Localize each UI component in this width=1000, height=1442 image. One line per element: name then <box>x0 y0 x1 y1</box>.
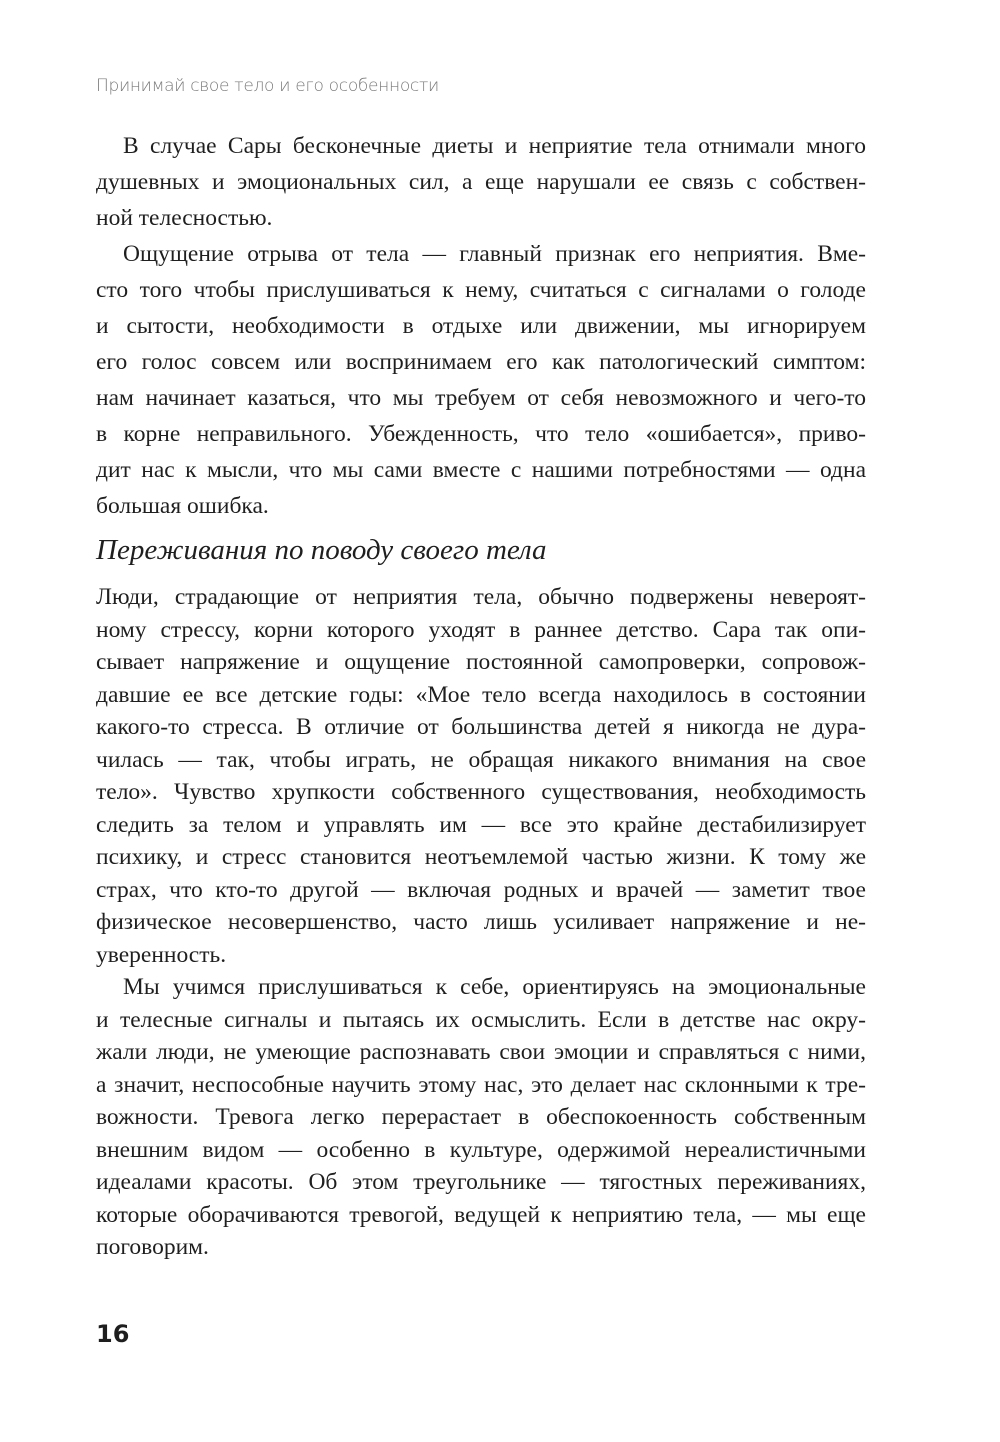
text-line: Мы учимся прислушиваться к себе, ориентируясь на эмоциональные <box>123 974 866 1000</box>
text-line: сто того чтобы прислушиваться к нему, считаться с сигналами о голоде <box>96 277 866 303</box>
text-line: и телесные сигналы и пытаясь их осмыслить. Если в детстве нас окру- <box>96 1006 866 1033</box>
text-line: В случае Сары бесконечные диеты и неприятие тела отнимали много <box>123 133 866 159</box>
running-head: Принимай свое тело и его особенности <box>96 76 439 96</box>
text-line: которые оборачиваются тревогой, ведущей к неприятию тела, — мы еще <box>96 1201 866 1228</box>
text-line: в корне неправильного. Убежденность, что тело «ошибается», приво- <box>96 421 866 447</box>
paragraph <box>96 971 866 1264</box>
text-block-bottom <box>96 581 866 1264</box>
text-line: и сытости, необходимости в отдыхе или движении, мы игнорируем <box>96 313 866 339</box>
text-line: а значит, неспособные научить этому нас, это делает нас склонными к тре- <box>96 1071 866 1098</box>
text-line: какого-то стресса. В отличие от большинства детей я никогда не дура- <box>96 714 866 740</box>
text-line: большая ошибка. <box>96 493 269 519</box>
text-line: давшие ее все детские годы: «Мое тело всегда находилось в состоянии <box>96 681 866 708</box>
paragraph <box>96 236 866 524</box>
text-line: сывает напряжение и ощущение постоянной самопроверки, сопровож- <box>96 649 866 675</box>
text-line: следить за телом и управлять им — все это крайне дестабилизирует <box>96 811 866 838</box>
text-line: внешним видом — особенно в культуре, одержимой нереалистичными <box>96 1136 866 1163</box>
text-line: уверенность. <box>96 941 227 968</box>
text-line: его голос совсем или воспринимаем его как патологический симптом: <box>96 349 866 375</box>
text-line: страх, что кто-то другой — включая родных и врачей — заметит твое <box>96 876 866 903</box>
text-line: жали люди, не умеющие распознавать свои эмоции и справляться с ними, <box>96 1039 866 1065</box>
section-heading: Переживания по поводу своего тела <box>96 534 547 566</box>
text-line: поговорим. <box>96 1234 209 1260</box>
paragraph <box>96 581 866 971</box>
text-line: ному стрессу, корни которого уходят в раннее детство. Сара так опи- <box>96 616 866 643</box>
text-block-top <box>96 128 866 524</box>
text-line: Ощущение отрыва от тела — главный признак его неприятия. Вме- <box>123 241 866 267</box>
text-line: вожности. Тревога легко перерастает в обеспокоенность собственным <box>96 1104 866 1130</box>
paragraph <box>96 128 866 236</box>
text-line: дит нас к мысли, что мы сами вместе с нашими потребностями — одна <box>96 457 866 483</box>
text-line: ной телесностью. <box>96 205 273 231</box>
text-line: нам начинает казаться, что мы требуем от себя невозможного и чего-то <box>96 385 866 411</box>
page-number: 16 <box>96 1320 130 1348</box>
text-line: физическое несовершенство, часто лишь усиливает напряжение и не- <box>96 909 866 935</box>
text-line: идеалами красоты. Об этом треугольнике — тягостных переживаниях, <box>96 1169 866 1195</box>
text-line: тело». Чувство хрупкости собственного существования, необходимость <box>96 779 866 805</box>
text-line: Люди, страдающие от неприятия тела, обычно подвержены невероят- <box>96 584 866 610</box>
text-line: психику, и стресс становится неотъемлемой частью жизни. К тому же <box>96 844 866 870</box>
text-line: душевных и эмоциональных сил, а еще нарушали ее связь с собствен- <box>96 169 866 195</box>
text-line: чилась — так, чтобы играть, не обращая никакого внимания на свое <box>96 746 866 773</box>
